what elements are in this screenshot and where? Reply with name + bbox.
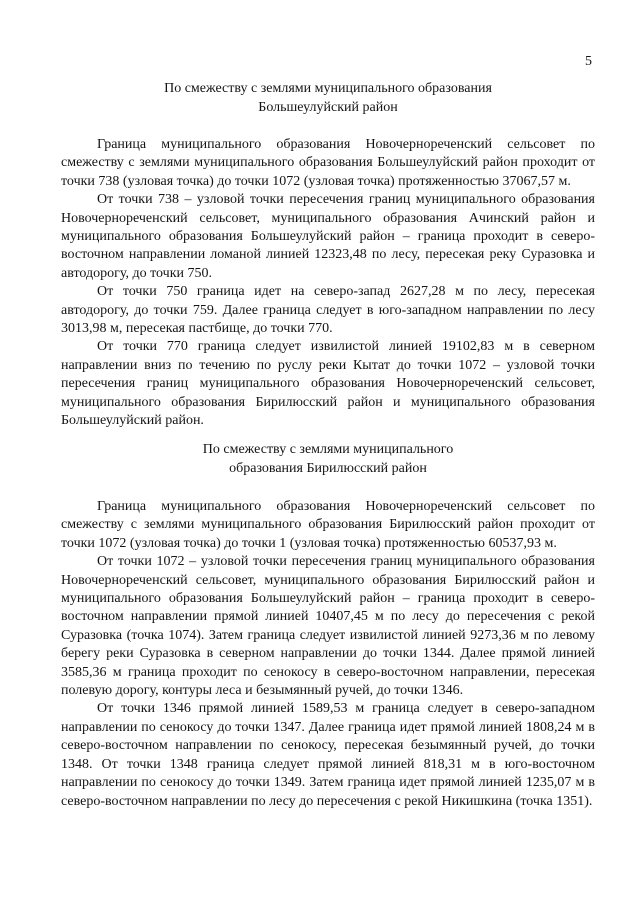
section-heading-line: По смежеству с землями муниципального [202, 442, 454, 457]
section-heading [61, 80, 595, 117]
section-birilyussky [61, 441, 595, 811]
paragraph: Граница муниципального образования Новочернореченский сельсовет по смежеству с землями муниципального образования Бирилюсский район проходит от точки 1072 (узловая точка) до точки 1 (узловая точка) протяженностью 60537,93 м. [61, 499, 595, 551]
section-bolsheuluysky [61, 80, 595, 431]
section-heading-line: Большеулуйский район [258, 99, 398, 115]
section-heading-line: По смежеству с землями муниципального образования [164, 81, 492, 96]
paragraph: От точки 738 – узловой точки пересечения границ муниципального образования Новочернореченский сельсовет, муниципального образования Ачинский район и муниципального образования Большеулуйский район – граница проходит в северо-восточном направлении ломаной линией 12323,48 по лесу, пересекая реку Суразовка и автодорогу, до точки 750. [61, 192, 595, 281]
paragraph: От точки 1072 – узловой точки пересечения границ муниципального образования Новочернореченский сельсовет, муниципального образования Бирилюсский район и муниципального образования Большеулуйский район – граница проходит в северо-восточном направлении прямой линией 10407,45 м по лесу до пересечения с рекой Суразовка (точка 1074). Затем граница следует извилистой линией 9273,36 м по левому берегу реки Суразовка в северном направлении до точки 1344. Далее прямой линией 3585,36 м граница проходит по сенокосу в северо-восточном направлении, пересекая полевую дорогу, контуры леса и безымянный ручей, до точки 1346. [61, 554, 595, 699]
paragraph: От точки 750 граница идет на северо-запад 2627,28 м по лесу, пересекая автодорогу, до точки 759. Далее граница следует в юго-западном направлении по лесу 3013,98 м, пересекая пастбище, до точки 770. [61, 284, 595, 337]
paragraph: От точки 770 граница следует извилистой линией 19102,83 м в северном направлении вниз по течению по руслу реки Кытат до точки 1072 – узловой точки пересечения границ муниципального образования Новочернореченский сельсовет, муниципального образования Бирилюсский район и муниципального образования Большеулуйский район. [61, 339, 595, 429]
section-body [61, 498, 595, 811]
page-number: 5 [585, 54, 592, 69]
paragraph: Граница муниципального образования Новочернореченский сельсовет по смежеству с землями муниципального образования Большеулуйский район проходит от точки 738 (узловая точка) до точки 1072 (узловая точка) протяженностью 37067,57 м. [61, 137, 595, 189]
section-body [61, 136, 595, 431]
section-heading [61, 441, 595, 478]
section-heading-line: образования Бирилюсский район [229, 460, 427, 476]
paragraph: От точки 1346 прямой линией 1589,53 м граница следует в северо-западном направлении по сенокосу до точки 1347. Далее граница идет прямой линией 1808,24 м в северо-восточном направлении по сенокосу, пересекая безымянный ручей, до точки 1348. От точки 1348 граница следует прямой линией 818,31 м в юго-восточном направлении по сенокосу до точки 1349. Затем граница идет прямой линией 1235,07 м в северо-восточном направлении по лесу до пересечения с рекой Никишкина (точка 1351). [61, 701, 595, 809]
